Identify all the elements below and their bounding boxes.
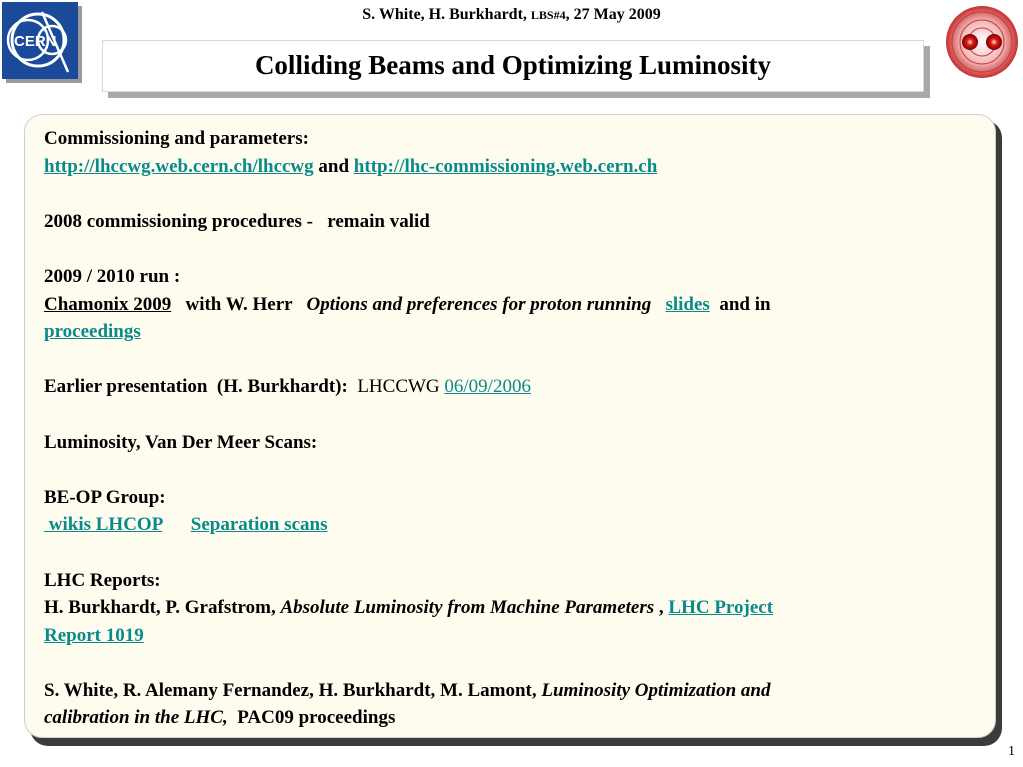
- link-lhc-commissioning[interactable]: http://lhc-commissioning.web.cern.ch: [353, 155, 658, 177]
- chamonix-label: Chamonix 2009: [44, 293, 172, 315]
- link-date[interactable]: 06/09/2006: [444, 376, 531, 398]
- spacer: [44, 235, 944, 263]
- report2-tail: PAC09 proceedings: [227, 707, 396, 729]
- beop-heading: BE-OP Group:: [44, 486, 166, 508]
- spacer: [44, 649, 944, 677]
- event-date: , 27 May 2009: [565, 6, 661, 23]
- with-herr: with W. Herr: [171, 293, 307, 315]
- page-title: Colliding Beams and Optimizing Luminosity: [254, 50, 772, 80]
- link-wikis-lhcop[interactable]: wikis LHCOP: [44, 514, 163, 536]
- report2-line: [44, 677, 944, 705]
- event-name: LBS#4: [530, 8, 566, 22]
- link-report1-a[interactable]: LHC Project: [668, 597, 774, 619]
- report2-authors: S. White, R. Alemany Fernandez, H. Burkhardt, M. Lamont,: [44, 679, 542, 701]
- commissioning-heading: Commissioning and parameters:: [44, 128, 309, 149]
- author-line: [0, 6, 1023, 24]
- report1-line2: [44, 622, 944, 650]
- report1-title: Absolute Luminosity from Machine Parameters: [280, 597, 655, 619]
- and-in-text: and in: [709, 293, 771, 315]
- report1-sep: ,: [654, 597, 669, 619]
- colliding-beams-logo: [944, 2, 1020, 82]
- page-number: 1: [1008, 744, 1015, 759]
- earlier-lhccwg: LHCCWG: [347, 376, 445, 398]
- spacer: [44, 346, 944, 374]
- proceedings-line: [44, 318, 944, 346]
- title-bar: [102, 40, 924, 92]
- content-body: [44, 125, 944, 732]
- and-text: and: [313, 155, 354, 177]
- cern-logo-text: CERN: [14, 33, 57, 50]
- report2-line2: [44, 704, 944, 732]
- link-slides[interactable]: slides: [665, 293, 710, 315]
- report2-title-b: calibration in the LHC,: [44, 707, 228, 729]
- spacer: [44, 180, 944, 208]
- chamonix-line: [44, 291, 944, 319]
- report1-line: [44, 594, 944, 622]
- earlier-label: Earlier presentation (H. Burkhardt):: [44, 376, 348, 398]
- vdm-heading: Luminosity, Van Der Meer Scans:: [44, 431, 318, 453]
- options-title: Options and preferences for proton running: [306, 293, 652, 315]
- run-2009-heading: 2009 / 2010 run :: [44, 265, 181, 287]
- beop-links: [44, 511, 944, 539]
- link-lhccwg[interactable]: http://lhccwg.web.cern.ch/lhccwg: [44, 155, 314, 177]
- link-proceedings[interactable]: proceedings: [44, 321, 141, 343]
- link-separation-scans[interactable]: Separation scans: [190, 514, 328, 536]
- spacer: [44, 539, 944, 567]
- spacer: [44, 401, 944, 429]
- procedures-2008: 2008 commissioning procedures - remain valid: [44, 210, 430, 232]
- report1-authors: H. Burkhardt, P. Grafstrom,: [44, 597, 281, 619]
- author-names: S. White, H. Burkhardt,: [362, 6, 527, 23]
- commissioning-links: [44, 153, 944, 181]
- earlier-presentation: [44, 373, 944, 401]
- reports-heading: LHC Reports:: [44, 569, 161, 591]
- report2-title-a: Luminosity Optimization and: [541, 679, 771, 701]
- colliding-beams-icon: [944, 2, 1020, 82]
- link-report1-b[interactable]: Report 1019: [44, 624, 144, 646]
- spacer: [44, 456, 944, 484]
